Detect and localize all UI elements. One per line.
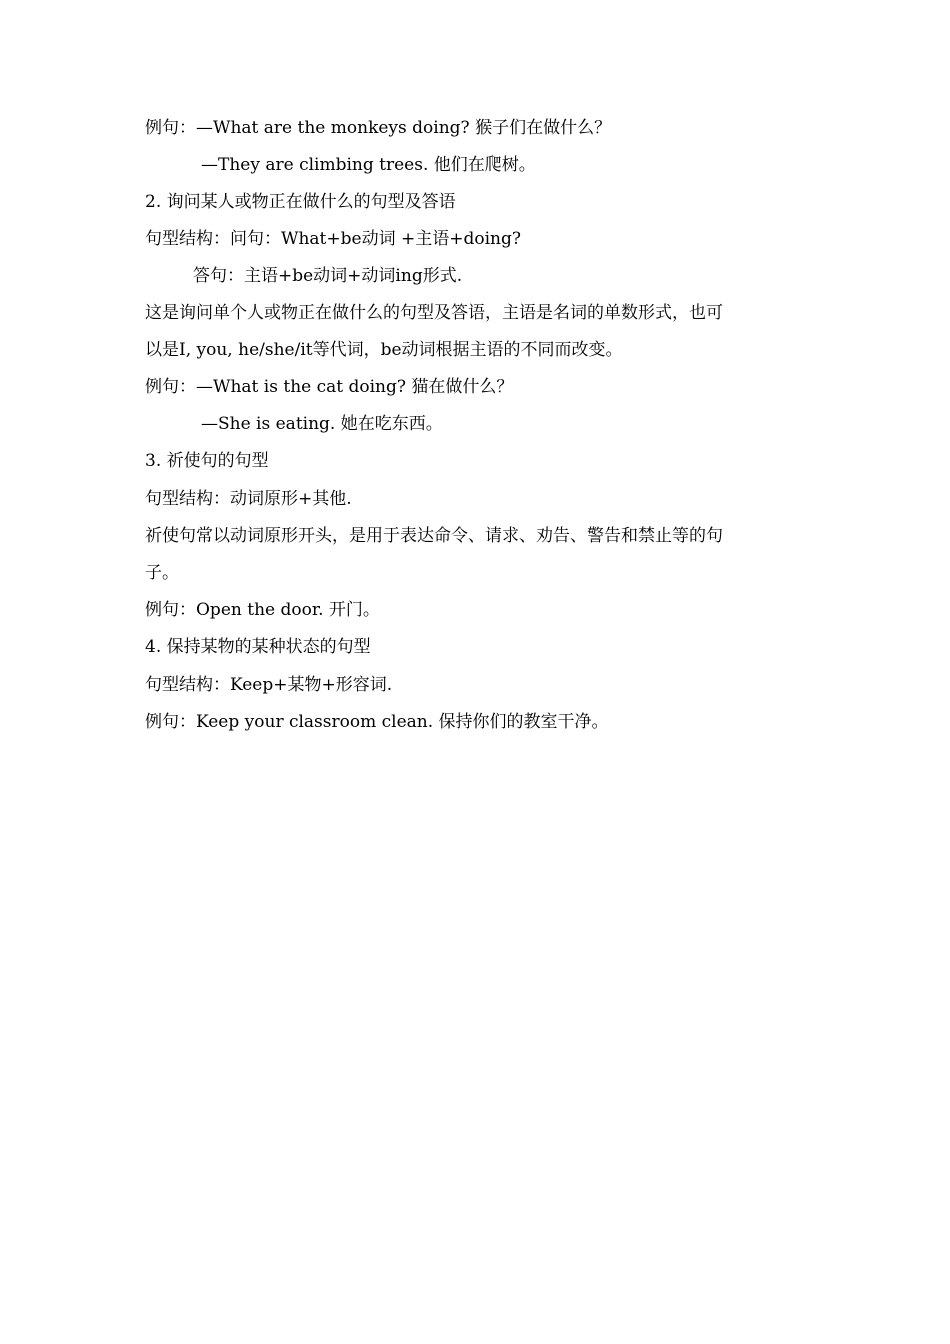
example-sentence-monkeys-answer: —They are climbing trees. 他们在爬树。 (201, 155, 536, 175)
explanation-line-1: 这是询问单个人或物正在做什么的句型及答语，主语是名词的单数形式，也可 (145, 303, 723, 323)
structure-keep: 句型结构：Keep+某物+形容词. (145, 675, 393, 695)
explanation-line-2: 以是I, you, he/she/it等代词，be动词根据主语的不同而改变。 (145, 340, 623, 360)
structure-imperative: 句型结构：动词原形+其他. (145, 489, 352, 509)
imperative-explanation-line-2: 子。 (145, 563, 179, 583)
example-sentence-keep-clean: 例句：Keep your classroom clean. 保持你们的教室干净。 (145, 712, 609, 732)
structure-question: 句型结构：问句：What+be动词 +主语+doing? (145, 229, 521, 249)
section-heading-3: 3. 祈使句的句型 (145, 451, 269, 471)
example-sentence-open-door: 例句：Open the door. 开门。 (145, 600, 380, 620)
example-sentence-cat-answer: —She is eating. 她在吃东西。 (201, 414, 443, 434)
section-heading-2: 2. 询问某人或物正在做什么的句型及答语 (145, 192, 456, 212)
structure-answer: 答句：主语+be动词+动词ing形式. (193, 266, 463, 286)
example-sentence-monkeys-question: 例句：—What are the monkeys doing? 猴子们在做什么？ (145, 118, 612, 138)
example-sentence-cat-question: 例句：—What is the cat doing? 猫在做什么？ (145, 377, 514, 397)
imperative-explanation-line-1: 祈使句常以动词原形开头，是用于表达命令、请求、劝告、警告和禁止等的句 (145, 526, 723, 546)
section-heading-4: 4. 保持某物的某种状态的句型 (145, 637, 371, 657)
